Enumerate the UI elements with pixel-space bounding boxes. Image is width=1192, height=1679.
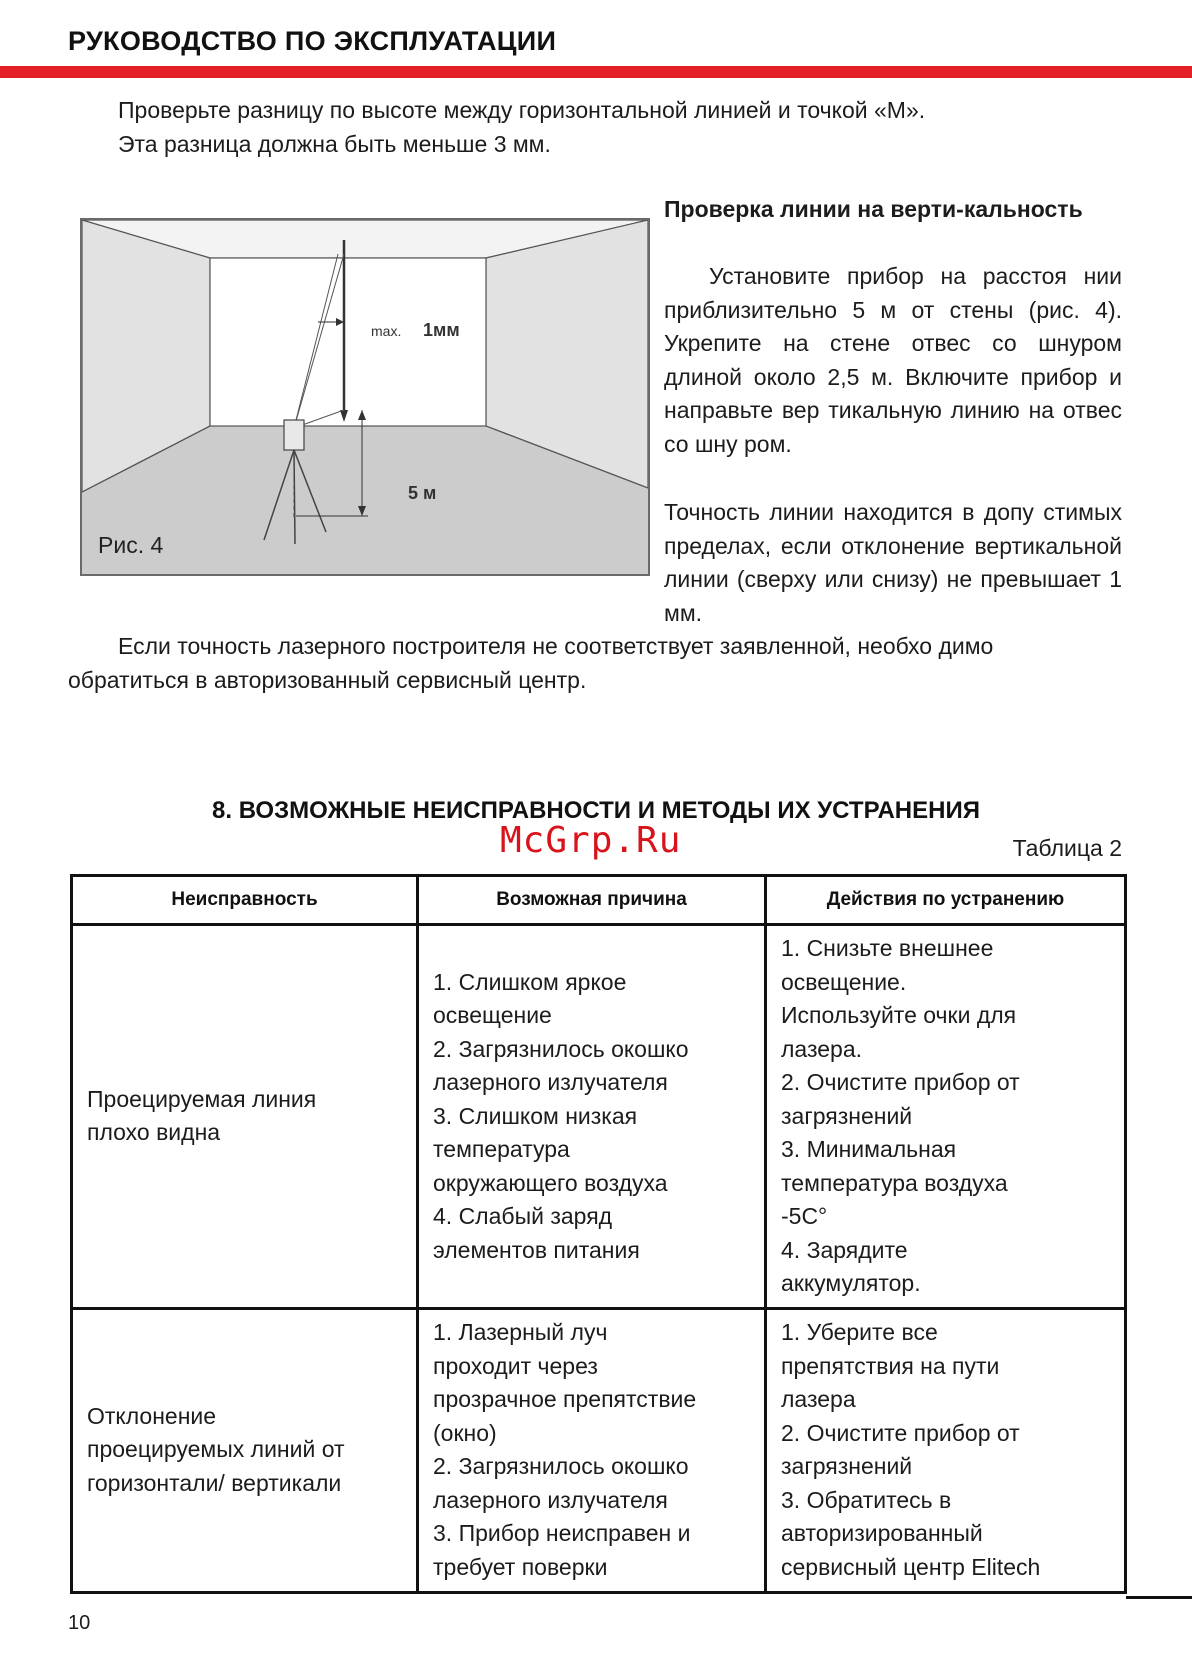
tolerance-label: 1мм bbox=[423, 320, 460, 340]
action-cell bbox=[766, 925, 1126, 1309]
figure-4 bbox=[80, 218, 650, 576]
cell-line: 3. Обратитесь в bbox=[781, 1486, 952, 1513]
cell-line: загрязнений bbox=[781, 1453, 913, 1479]
table-caption: Таблица 2 bbox=[1012, 835, 1122, 861]
room-diagram bbox=[82, 220, 648, 574]
cell-line: освещение bbox=[433, 1002, 552, 1028]
cell-line: авторизированный bbox=[781, 1520, 983, 1546]
fault-cell bbox=[72, 1308, 418, 1592]
document-title: РУКОВОДСТВО ПО ЭКСПЛУАТАЦИИ bbox=[68, 26, 557, 56]
cell-line: прозрачное препятствие bbox=[433, 1386, 697, 1412]
cell-line: лазера bbox=[781, 1386, 856, 1412]
vertical-check-heading: Проверка линии на верти-кальность bbox=[664, 196, 1083, 222]
header-fault: Неисправность bbox=[72, 876, 418, 925]
max-label: max. bbox=[371, 323, 402, 339]
cell-line: 3. Прибор неисправен и bbox=[433, 1520, 691, 1546]
cell-line: Отклонение bbox=[87, 1402, 217, 1429]
table-row bbox=[72, 925, 1126, 1309]
page-number: 10 bbox=[68, 1612, 91, 1634]
cell-line: 1. Лазерный луч bbox=[433, 1319, 608, 1345]
cell-line: требует поверки bbox=[433, 1553, 608, 1580]
cause-cell bbox=[418, 925, 766, 1309]
cell-line: 2. Загрязнилось окошко bbox=[433, 1453, 689, 1479]
cell-line: лазерного излучателя bbox=[433, 1069, 668, 1095]
cell-line: 3. Слишком низкая bbox=[433, 1102, 638, 1129]
cell-line: проходит через bbox=[433, 1352, 598, 1379]
header-action: Действия по устранению bbox=[766, 876, 1126, 925]
cause-cell bbox=[418, 1308, 766, 1592]
service-center-note: Если точность лазерного построителя не соответствует заявленной, необхо димо обратиться в авторизованный сервисный центр. bbox=[68, 633, 994, 693]
table-header-row bbox=[72, 876, 1126, 925]
cell-line: Используйте очки для bbox=[781, 1002, 1017, 1028]
intro-paragraph bbox=[118, 94, 1138, 161]
cell-line: 4. Зарядите bbox=[781, 1236, 908, 1263]
cell-line: температура воздуха bbox=[781, 1169, 1008, 1196]
cell-line: сервисный центр Elitech bbox=[781, 1553, 1041, 1580]
cell-line: загрязнений bbox=[781, 1102, 913, 1129]
cell-line: 4. Слабый заряд bbox=[433, 1203, 613, 1229]
cell-line: температура bbox=[433, 1136, 570, 1162]
cell-line: 3. Минимальная bbox=[781, 1136, 957, 1162]
cell-line: (окно) bbox=[433, 1419, 497, 1446]
cell-line: лазера. bbox=[781, 1035, 863, 1062]
section-title: 8. ВОЗМОЖНЫЕ НЕИСПРАВНОСТИ И МЕТОДЫ ИХ УСТРАНЕНИЯ bbox=[212, 797, 980, 824]
site-watermark: McGrp.Ru bbox=[500, 820, 682, 861]
vertical-check-accuracy: Точность линии находится в допу стимых пределах, если отклонение вертикальной линии (сверху или снизу) не превышает 1 мм. bbox=[664, 499, 1122, 626]
troubleshooting-table bbox=[70, 874, 1127, 1594]
cell-line: лазерного излучателя bbox=[433, 1486, 668, 1513]
cell-line: -5С° bbox=[781, 1203, 828, 1229]
cell-line: элементов питания bbox=[433, 1236, 640, 1263]
cell-line: 1. Уберите все bbox=[781, 1319, 938, 1345]
intro-line-2: Эта разница должна быть меньше 3 мм. bbox=[118, 130, 551, 157]
cell-line: 2. Очистите прибор от bbox=[781, 1419, 1020, 1446]
intro-line-1: Проверьте разницу по высоте между горизонтальной линией и точкой «М». bbox=[118, 97, 926, 123]
cell-line: аккумулятор. bbox=[781, 1270, 921, 1296]
figure-caption: Рис. 4 bbox=[98, 532, 164, 558]
cell-line: проецируемых линий от bbox=[87, 1436, 345, 1463]
cell-line: препятствия на пути bbox=[781, 1352, 1000, 1379]
cell-line: 1. Снизьте внешнее bbox=[781, 935, 994, 961]
distance-label: 5 м bbox=[408, 483, 437, 503]
table-row bbox=[72, 1308, 1126, 1592]
cell-line: 2. Очистите прибор от bbox=[781, 1069, 1020, 1095]
cell-line: плохо видна bbox=[87, 1119, 221, 1146]
cell-line: окружающего воздуха bbox=[433, 1169, 668, 1196]
vertical-check-body: Установите прибор на расстоя нии приблизительно 5 м от стены (рис. 4). Укрепите на стене отвес со шнуром длиной около 2,5 м. Включите прибор и направьте вер тикальную линию на отвес со шну ром. bbox=[664, 263, 1122, 457]
fault-cell bbox=[72, 925, 418, 1309]
cell-line: горизонтали/ вертикали bbox=[87, 1469, 342, 1496]
header-accent-bar bbox=[0, 66, 1192, 78]
action-cell bbox=[766, 1308, 1126, 1592]
footer-rule bbox=[1126, 1596, 1192, 1599]
cell-line: освещение. bbox=[781, 968, 907, 995]
cell-line: Проецируемая линия bbox=[87, 1085, 317, 1112]
cell-line: 2. Загрязнилось окошко bbox=[433, 1035, 689, 1062]
cell-line: 1. Слишком яркое bbox=[433, 968, 627, 995]
header-cause: Возможная причина bbox=[418, 876, 766, 925]
